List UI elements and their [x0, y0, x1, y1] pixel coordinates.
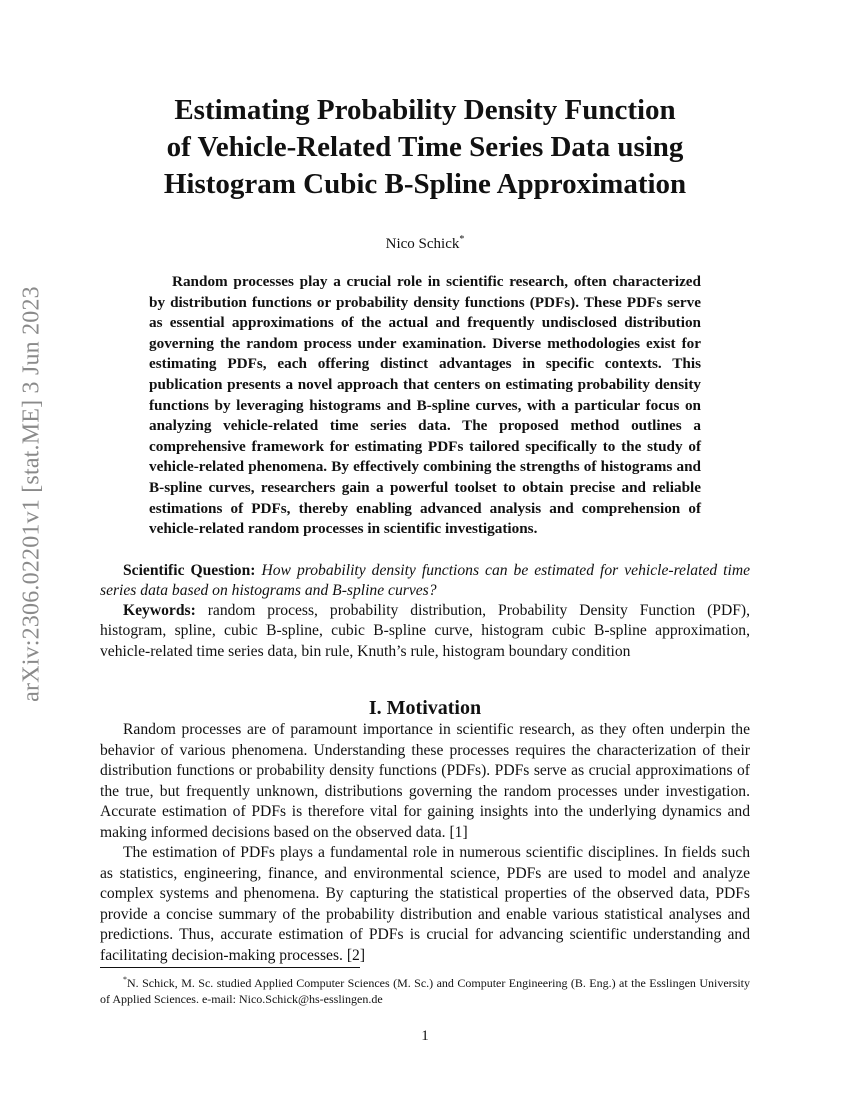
keywords	[100, 601, 750, 662]
paper-title	[100, 92, 750, 203]
arxiv-identifier-stamp	[14, 286, 50, 702]
footnote-marker: *	[123, 975, 127, 984]
scientific-question-label: Scientific Question:	[123, 562, 256, 579]
keywords-label: Keywords:	[123, 602, 196, 619]
page-number: 1	[421, 1028, 429, 1044]
arxiv-identifier-text: arXiv:2306.02201v1 [stat.ME] 3 Jun 2023	[18, 286, 45, 702]
author-footnote-marker: *	[459, 234, 465, 245]
section-heading: I. Motivation	[368, 697, 482, 719]
footnote-text: N. Schick, M. Sc. studied Applied Computer Sciences (M. Sc.) and Computer Engineering (B. Eng.) at the Esslingen University of Applied Sciences. e-mail: Nico.Schick@hs-esslingen.de	[100, 976, 750, 1006]
keywords-text: random process, probability distribution, Probability Density Function (PDF), histogram, spline, cubic B-spline, cubic B-spline curve, histogram cubic B-spline approximation, vehicle-related time series data, bin rule, Knuth’s rule, histogram boundary condition	[100, 602, 750, 660]
title-line-1: Estimating Probability Density Function	[174, 94, 676, 126]
title-line-2: of Vehicle-Related Time Series Data using	[166, 131, 684, 163]
scientific-question-text: How probability density functions can be estimated for vehicle-related time series data based on histograms and B-spline curves?	[100, 562, 751, 600]
title-line-3: Histogram Cubic B-Spline Approximation	[163, 168, 687, 200]
body-paragraph-2: The estimation of PDFs plays a fundamental role in numerous scientific disciplines. In fields such as statistics, engineering, finance, and environmental science, PDFs are used to model and analyze complex systems and phenomena. By capturing the statistical properties of the observed data, PDFs provide a concise summary of the probability distribution and enable various statistical analyses and predictions. Thus, accurate estimation of PDFs is crucial for advancing scientific understanding and facilitating decision-making processes. [2]	[100, 844, 750, 964]
footnote-divider	[100, 967, 360, 968]
author-line	[100, 234, 750, 253]
footnote	[100, 972, 750, 1007]
author-name: Nico Schick	[385, 236, 460, 252]
abstract: Random processes play a crucial role in scientific research, often characterized by distribution functions or probability density functions (PDFs). These PDFs serve as essential approximations of the actual and frequently undisclosed distribution governing the random process under examination. Diverse methodologies exist for estimating PDFs, each offering distinct advantages in specific contexts. This publication presents a novel approach that centers on estimating probability density functions by leveraging histograms and B-spline curves, with a particular focus on analyzing vehicle-related time series data. The proposed method outlines a comprehensive framework for estimating PDFs tailored specifically to the study of vehicle-related phenomena. By effectively combining the strengths of histograms and B-spline curves, researchers gain a powerful toolset to obtain precise and reliable estimations of PDFs, thereby enabling advanced analysis and comprehension of vehicle-related random processes in scientific investigations.	[149, 273, 701, 538]
scientific-question	[100, 561, 750, 602]
body-paragraph-1: Random processes are of paramount importance in scientific research, as they often underpin the behavior of various phenomena. Understanding these processes requires the characterization of their distribution functions or probability density functions (PDFs). PDFs serve as crucial approximations of the true, but frequently unknown, distributions governing the random processes under investigation. Accurate estimation of PDFs is therefore vital for gaining insights into the underlying dynamics and making informed decisions based on the observed data. [1]	[100, 721, 750, 841]
